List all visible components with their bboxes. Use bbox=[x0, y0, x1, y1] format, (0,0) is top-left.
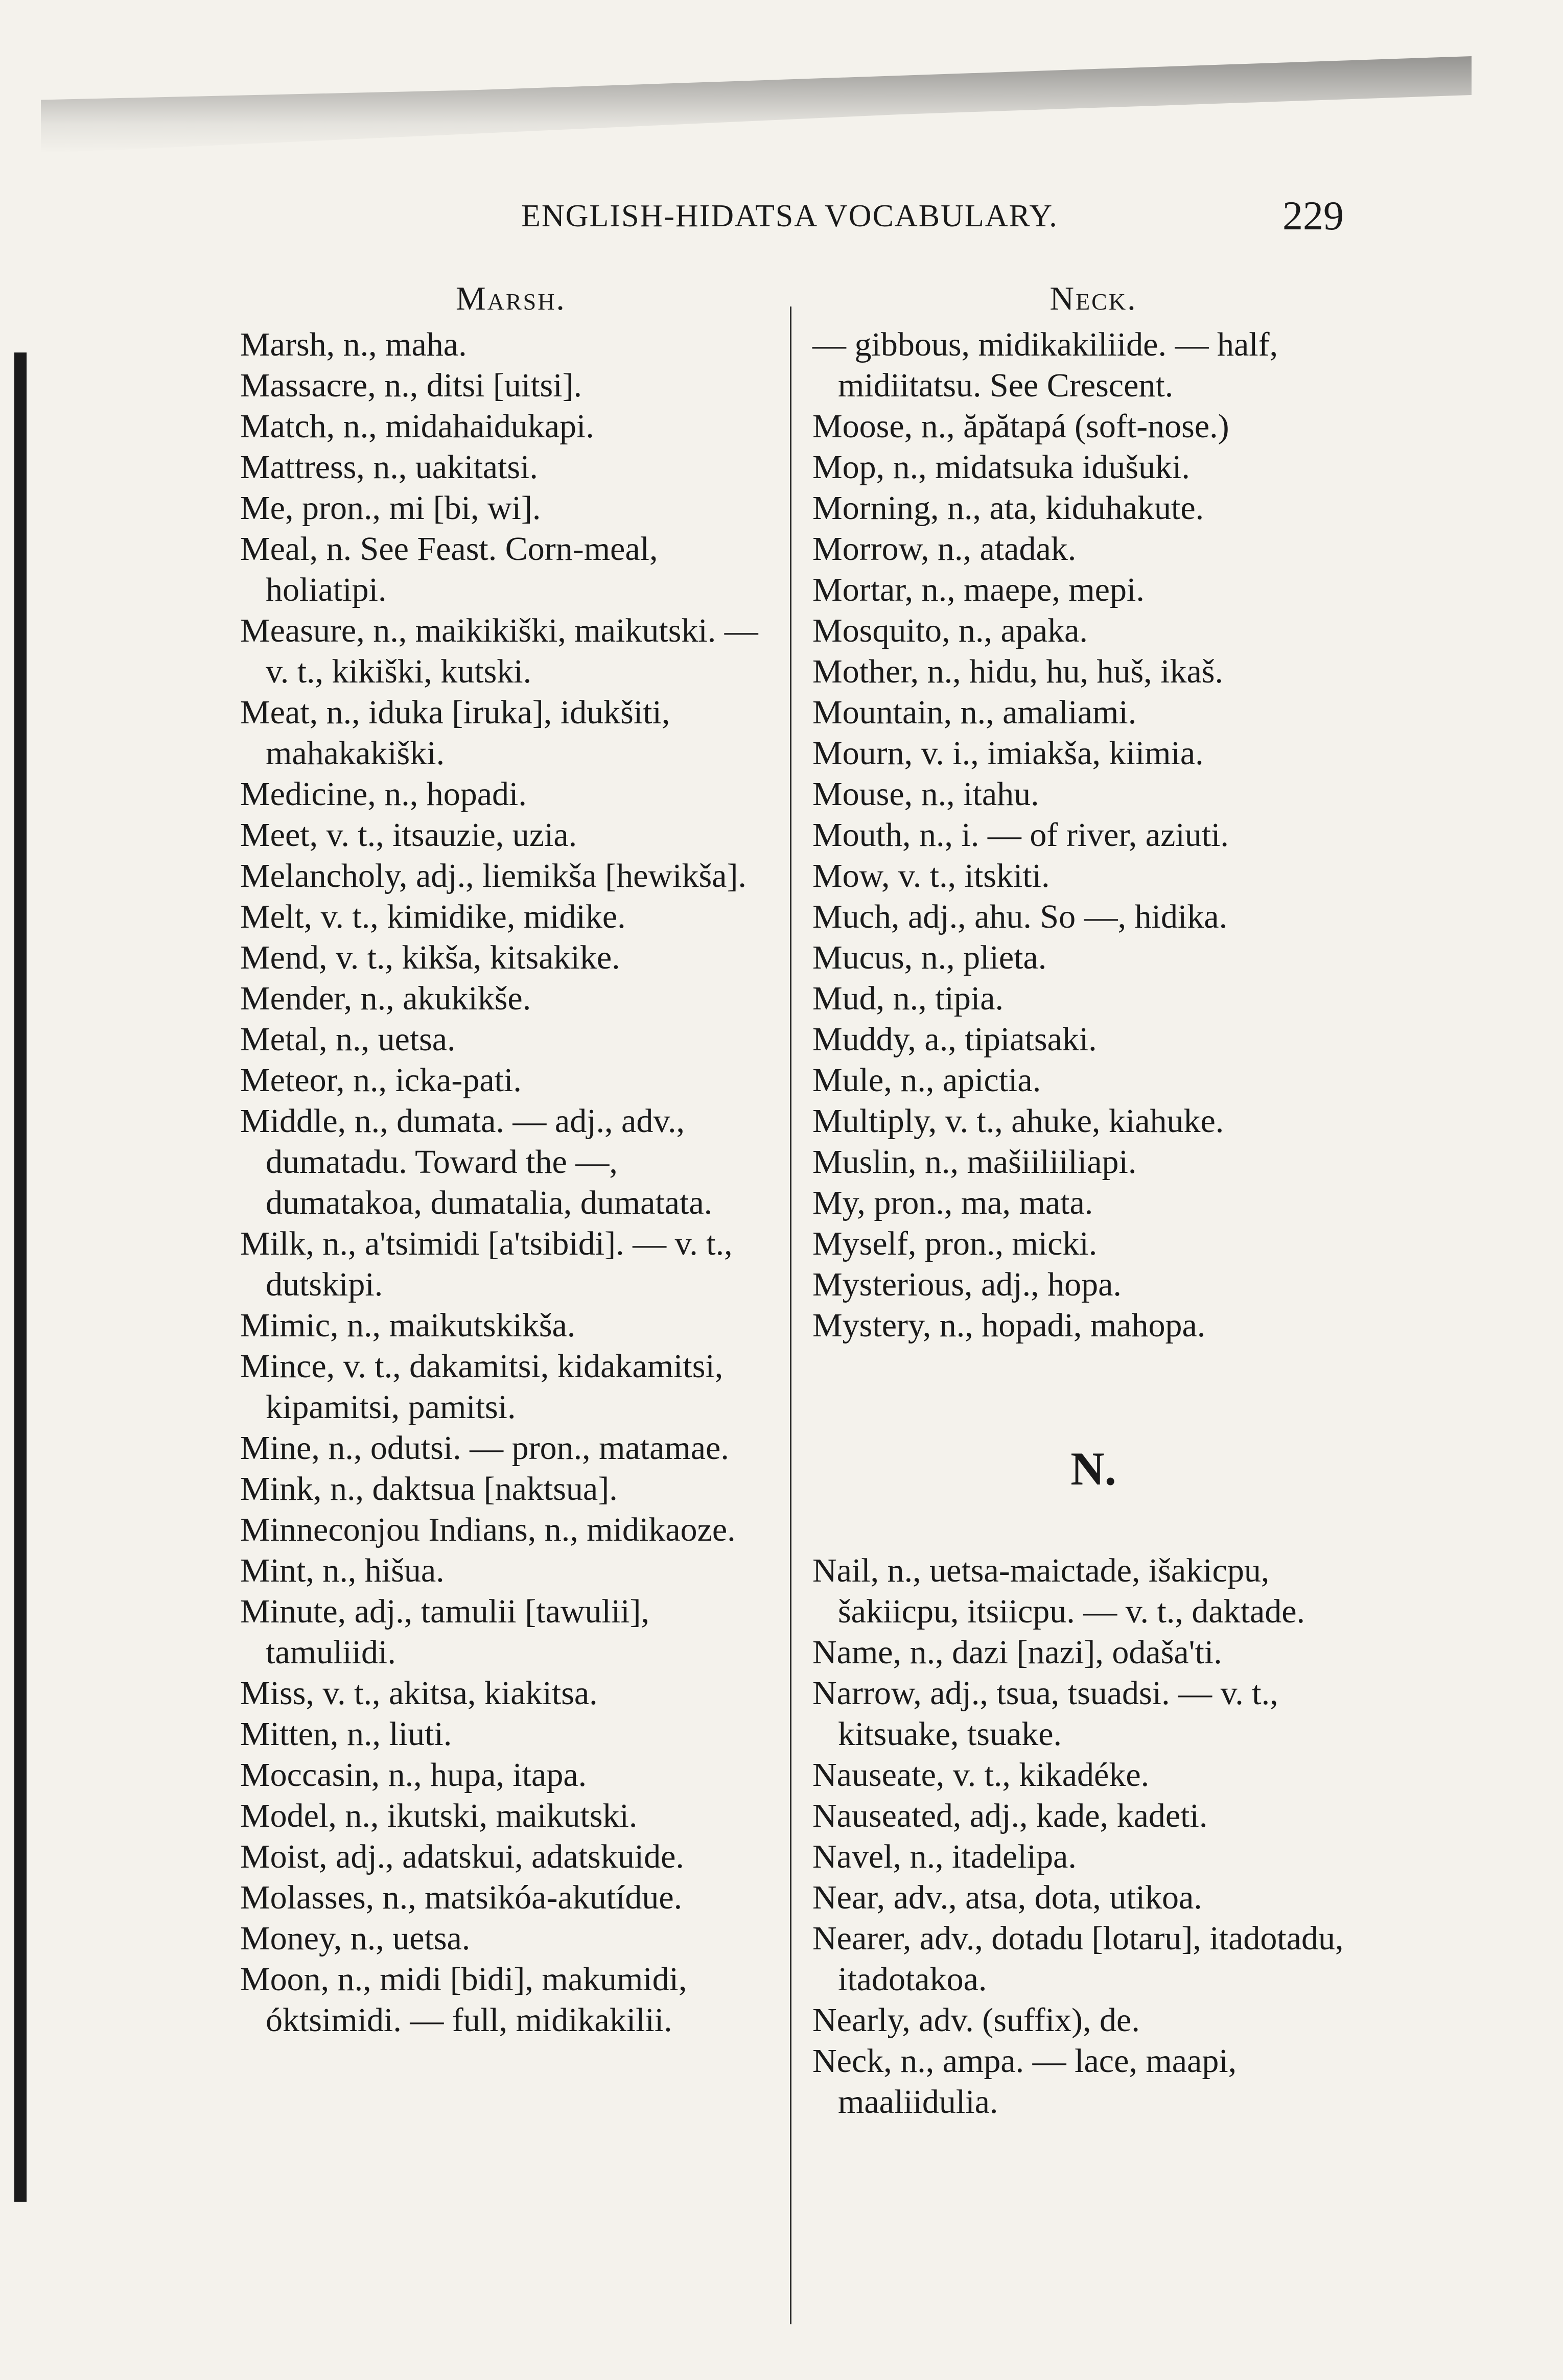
vocabulary-entry: Mosquito, n., apaka. bbox=[812, 612, 1088, 649]
vocabulary-entry: Muslin, n., mašiiliiliapi. bbox=[812, 1143, 1137, 1181]
running-head: ENGLISH-HIDATSA VOCABULARY. bbox=[521, 199, 1058, 233]
vocabulary-entry: Mink, n., daktsua [naktsua]. bbox=[240, 1470, 618, 1507]
vocabulary-entry: Me, pron., mi [bi, wi]. bbox=[240, 489, 541, 527]
vocabulary-entry: Marsh, n., maha. bbox=[240, 326, 467, 363]
vocabulary-entry: Mattress, n., uakitatsi. bbox=[240, 449, 538, 486]
vocabulary-entry: Mop, n., midatsuka idušuki. bbox=[812, 449, 1190, 486]
vocabulary-entry: Milk, n., a'tsimidi [a'tsibidi]. — v. t., dutskipi. bbox=[240, 1225, 733, 1303]
section-letter-heading: N. bbox=[1070, 1443, 1116, 1495]
vocabulary-entry: Metal, n., uetsa. bbox=[240, 1021, 456, 1058]
vocabulary-entry: Mine, n., odutsi. — pron., matamae. bbox=[240, 1429, 729, 1467]
vocabulary-entry: Mitten, n., liuti. bbox=[240, 1715, 452, 1753]
vocabulary-entry: Myself, pron., micki. bbox=[812, 1225, 1098, 1262]
vocabulary-entry: — gibbous, midikakiliide. — half, midiitatsu. See Crescent. bbox=[812, 326, 1278, 404]
left-column bbox=[240, 278, 782, 2041]
vocabulary-entry: Name, n., dazi [nazi], odaša'ti. bbox=[812, 1634, 1222, 1671]
vocabulary-entry: Meat, n., iduka [iruka], idukšiti, mahakakiški. bbox=[240, 694, 670, 772]
vocabulary-entry: Miss, v. t., akitsa, kiakitsa. bbox=[240, 1675, 598, 1712]
vocabulary-entry: Moose, n., ăpătapá (soft-nose.) bbox=[812, 408, 1229, 445]
vocabulary-entry: Much, adj., ahu. So —, hidika. bbox=[812, 898, 1228, 935]
vocabulary-entry: Navel, n., itadelipa. bbox=[812, 1838, 1077, 1875]
vocabulary-entry: Mud, n., tipia. bbox=[812, 980, 1004, 1017]
vocabulary-entry: Morrow, n., atadak. bbox=[812, 530, 1077, 568]
vocabulary-entry: Mountain, n., amaliami. bbox=[812, 694, 1137, 731]
vocabulary-entry: Mouse, n., itahu. bbox=[812, 775, 1039, 813]
column-divider bbox=[790, 307, 791, 2324]
vocabulary-entry: Nearer, adv., dotadu [lotaru], itadotadu, itadotakoa. bbox=[812, 1920, 1344, 1998]
vocabulary-entry: Minneconjou Indians, n., midikaoze. bbox=[240, 1511, 736, 1548]
vocabulary-entry: Mucus, n., plieta. bbox=[812, 939, 1047, 976]
vocabulary-entry: Moist, adj., adatskui, adatskuide. bbox=[240, 1838, 684, 1875]
vocabulary-entry: Massacre, n., ditsi [uitsi]. bbox=[240, 367, 582, 404]
vocabulary-entry: Mouth, n., i. — of river, aziuti. bbox=[812, 816, 1229, 854]
vocabulary-entry: Mourn, v. i., imiakša, kiimia. bbox=[812, 735, 1204, 772]
vocabulary-entry: Mortar, n., maepe, mepi. bbox=[812, 571, 1145, 608]
vocabulary-entry: Multiply, v. t., ahuke, kiahuke. bbox=[812, 1102, 1224, 1140]
vocabulary-entry: Near, adv., atsa, dota, utikoa. bbox=[812, 1879, 1202, 1916]
vocabulary-entry: Moon, n., midi [bidi], makumidi, óktsimidi. — full, midikakilii. bbox=[240, 1961, 687, 2039]
vocabulary-entry: Mother, n., hidu, hu, huš, ikaš. bbox=[812, 653, 1223, 690]
page-header bbox=[0, 194, 1563, 244]
vocabulary-entry: Melt, v. t., kimidike, midike. bbox=[240, 898, 626, 935]
vocabulary-entry: Nearly, adv. (suffix), de. bbox=[812, 2001, 1140, 2039]
vocabulary-entry: Molasses, n., matsikóa-akutídue. bbox=[240, 1879, 683, 1916]
vocabulary-entry: Minute, adj., tamulii [tawulii], tamuliidi. bbox=[240, 1593, 650, 1671]
vocabulary-entry: Mystery, n., hopadi, mahopa. bbox=[812, 1307, 1206, 1344]
vocabulary-entry: Narrow, adj., tsua, tsuadsi. — v. t., kitsuake, tsuake. bbox=[812, 1675, 1278, 1753]
vocabulary-entry: Mend, v. t., kikša, kitsakike. bbox=[240, 939, 620, 976]
vocabulary-entry: Nail, n., uetsa-maictade, išakicpu, šakiicpu, itsiicpu. — v. t., daktade. bbox=[812, 1552, 1305, 1630]
vocabulary-entry: Mule, n., apictia. bbox=[812, 1062, 1041, 1099]
vocabulary-entry: Mender, n., akukikše. bbox=[240, 980, 531, 1017]
scan-shadow bbox=[41, 56, 1472, 153]
vocabulary-entry: Meet, v. t., itsauzie, uzia. bbox=[240, 816, 577, 854]
vocabulary-entry: Mince, v. t., dakamitsi, kidakamitsi, kipamitsi, pamitsi. bbox=[240, 1348, 724, 1426]
vocabulary-entry: Melancholy, adj., liemikša [hewikša]. bbox=[240, 857, 746, 894]
vocabulary-entry: My, pron., ma, mata. bbox=[812, 1184, 1093, 1221]
left-entries bbox=[240, 324, 782, 2041]
column-heading: Neck. bbox=[1049, 280, 1137, 317]
vocabulary-entry: Mow, v. t., itskiti. bbox=[812, 857, 1050, 894]
vocabulary-entry: Mimic, n., maikutskikša. bbox=[240, 1307, 576, 1344]
vocabulary-entry: Meteor, n., icka-pati. bbox=[240, 1062, 522, 1099]
vocabulary-entry: Moccasin, n., hupa, itapa. bbox=[240, 1756, 587, 1794]
right-entries-n bbox=[812, 1550, 1374, 2123]
page-number: 229 bbox=[1282, 194, 1344, 239]
vocabulary-entry: Mint, n., hišua. bbox=[240, 1552, 445, 1589]
binding-edge-shadow bbox=[14, 352, 27, 2202]
vocabulary-entry: Mysterious, adj., hopa. bbox=[812, 1266, 1122, 1303]
vocabulary-entry: Morning, n., ata, kiduhakute. bbox=[812, 489, 1204, 527]
vocabulary-entry: Middle, n., dumata. — adj., adv., dumatadu. Toward the —, dumatakoa, dumatalia, dumatata. bbox=[240, 1102, 713, 1221]
vocabulary-entry: Model, n., ikutski, maikutski. bbox=[240, 1797, 638, 1834]
vocabulary-entry: Medicine, n., hopadi. bbox=[240, 775, 527, 813]
vocabulary-entry: Muddy, a., tipiatsaki. bbox=[812, 1021, 1097, 1058]
vocabulary-entry: Nauseate, v. t., kikadéke. bbox=[812, 1756, 1150, 1794]
vocabulary-entry: Match, n., midahaidukapi. bbox=[240, 408, 594, 445]
right-column bbox=[812, 278, 1374, 2123]
vocabulary-entry: Money, n., uetsa. bbox=[240, 1920, 471, 1957]
vocabulary-entry: Neck, n., ampa. — lace, maapi, maaliidulia. bbox=[812, 2042, 1237, 2120]
column-heading: Marsh. bbox=[456, 280, 566, 317]
vocabulary-entry: Nauseated, adj., kade, kadeti. bbox=[812, 1797, 1208, 1834]
vocabulary-entry: Meal, n. See Feast. Corn-meal, holiatipi. bbox=[240, 530, 658, 608]
right-entries-m bbox=[812, 324, 1374, 1346]
vocabulary-entry: Measure, n., maikikiški, maikutski. — v. t., kikiški, kutski. bbox=[240, 612, 758, 690]
